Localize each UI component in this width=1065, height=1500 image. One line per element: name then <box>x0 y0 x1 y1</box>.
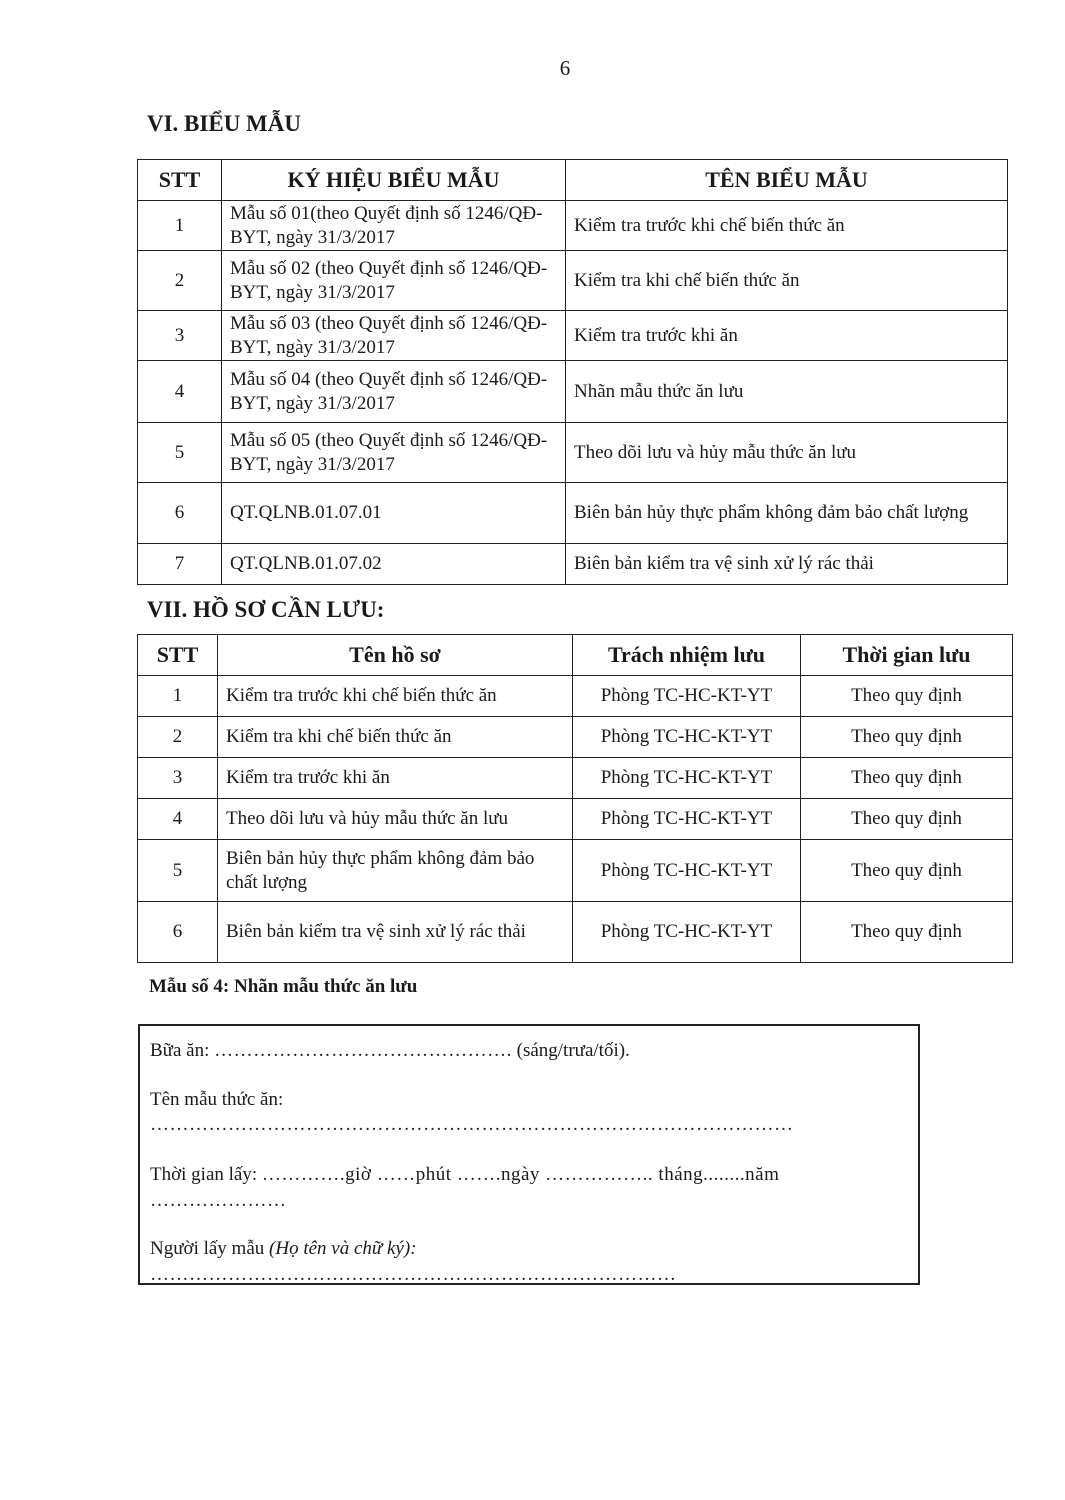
meal-field <box>150 1040 630 1062</box>
sampler-field <box>150 1238 417 1260</box>
meal-suffix: (sáng/trưa/tối). <box>516 1040 630 1061</box>
food-name-label: Tên mẫu thức ăn: <box>150 1089 284 1110</box>
cell-code: Mẫu số 03 (theo Quyết định số 1246/QĐ-BYT, ngày 31/3/2017 <box>222 311 566 361</box>
cell-name: Kiểm tra khi chế biến thức ăn <box>566 251 1008 311</box>
sampler-dots: ……………………………………………………………………… <box>150 1264 677 1285</box>
table-row <box>138 251 1008 311</box>
meal-dots: ………………………………………. <box>214 1040 512 1061</box>
cell-stt: 6 <box>138 902 218 963</box>
cell-code: Mẫu số 05 (theo Quyết định số 1246/QĐ-BYT, ngày 31/3/2017 <box>222 423 566 483</box>
cell-stt: 7 <box>138 544 222 585</box>
time-cont-dots: ………………… <box>150 1190 287 1211</box>
cell-retention: Theo quy định <box>801 799 1013 840</box>
forms-table <box>137 159 1008 585</box>
cell-code: Mẫu số 01(theo Quyết định số 1246/QĐ-BYT, ngày 31/3/2017 <box>222 201 566 251</box>
cell-record-name: Theo dõi lưu và hủy mẫu thức ăn lưu <box>218 799 573 840</box>
table-row <box>138 840 1013 902</box>
col-header-code: KÝ HIỆU BIỂU MẪU <box>222 160 566 201</box>
label-form-title: Mẫu số 4: Nhãn mẫu thức ăn lưu <box>149 976 418 997</box>
col-header-record-name: Tên hồ sơ <box>218 635 573 676</box>
cell-record-name: Kiểm tra khi chế biến thức ăn <box>218 717 573 758</box>
cell-retention: Theo quy định <box>801 840 1013 902</box>
cell-stt: 5 <box>138 423 222 483</box>
cell-responsibility: Phòng TC-HC-KT-YT <box>573 676 801 717</box>
cell-retention: Theo quy định <box>801 758 1013 799</box>
table-row <box>138 799 1013 840</box>
table-row <box>138 311 1008 361</box>
cell-stt: 3 <box>138 311 222 361</box>
cell-stt: 4 <box>138 799 218 840</box>
food-name-dots: ……………………………………………………………………………………… <box>150 1114 794 1135</box>
table-row <box>138 423 1008 483</box>
cell-record-name: Biên bản kiểm tra vệ sinh xử lý rác thải <box>218 902 573 963</box>
cell-record-name: Biên bản hủy thực phẩm không đảm bảo chất lượng <box>218 840 573 902</box>
table-row <box>138 676 1013 717</box>
cell-stt: 4 <box>138 361 222 423</box>
cell-name: Kiểm tra trước khi chế biến thức ăn <box>566 201 1008 251</box>
cell-responsibility: Phòng TC-HC-KT-YT <box>573 902 801 963</box>
time-field <box>150 1164 779 1186</box>
cell-retention: Theo quy định <box>801 717 1013 758</box>
sample-label-box <box>138 1024 920 1285</box>
col-header-stt: STT <box>138 160 222 201</box>
cell-name: Biên bản kiểm tra vệ sinh xử lý rác thải <box>566 544 1008 585</box>
cell-responsibility: Phòng TC-HC-KT-YT <box>573 799 801 840</box>
cell-record-name: Kiểm tra trước khi ăn <box>218 758 573 799</box>
meal-label: Bữa ăn: <box>150 1040 210 1061</box>
col-header-name: TÊN BIỂU MẪU <box>566 160 1008 201</box>
cell-retention: Theo quy định <box>801 676 1013 717</box>
cell-stt: 3 <box>138 758 218 799</box>
forms-table-header <box>138 160 1008 201</box>
records-table <box>137 634 1013 963</box>
table-row <box>138 483 1008 544</box>
cell-responsibility: Phòng TC-HC-KT-YT <box>573 840 801 902</box>
sampler-label: Người lấy mẫu <box>150 1238 265 1259</box>
cell-name: Biên bản hủy thực phẩm không đảm bảo chất lượng <box>566 483 1008 544</box>
cell-name: Nhãn mẫu thức ăn lưu <box>566 361 1008 423</box>
table-row <box>138 201 1008 251</box>
page-number: 6 <box>559 56 571 80</box>
time-label: Thời gian lấy: <box>150 1164 258 1185</box>
col-header-responsibility: Trách nhiệm lưu <box>573 635 801 676</box>
cell-stt: 1 <box>138 201 222 251</box>
cell-stt: 2 <box>138 717 218 758</box>
cell-retention: Theo quy định <box>801 902 1013 963</box>
cell-stt: 5 <box>138 840 218 902</box>
sampler-note: (Họ tên và chữ ký): <box>269 1238 417 1259</box>
records-table-header <box>138 635 1013 676</box>
cell-code: Mẫu số 04 (theo Quyết định số 1246/QĐ-BYT, ngày 31/3/2017 <box>222 361 566 423</box>
table-row <box>138 361 1008 423</box>
table-row <box>138 717 1013 758</box>
time-line: ………….giờ ……phút …….ngày …………….. tháng........năm <box>261 1164 780 1185</box>
cell-stt: 6 <box>138 483 222 544</box>
section-heading-forms: VI. BIỂU MẪU <box>147 111 301 136</box>
cell-stt: 2 <box>138 251 222 311</box>
section-heading-records: VII. HỒ SƠ CẦN LƯU: <box>147 597 385 622</box>
table-row <box>138 902 1013 963</box>
cell-responsibility: Phòng TC-HC-KT-YT <box>573 717 801 758</box>
cell-stt: 1 <box>138 676 218 717</box>
cell-record-name: Kiểm tra trước khi chế biến thức ăn <box>218 676 573 717</box>
table-row <box>138 544 1008 585</box>
cell-code: QT.QLNB.01.07.02 <box>222 544 566 585</box>
cell-responsibility: Phòng TC-HC-KT-YT <box>573 758 801 799</box>
cell-code: Mẫu số 02 (theo Quyết định số 1246/QĐ-BYT, ngày 31/3/2017 <box>222 251 566 311</box>
col-header-retention: Thời gian lưu <box>801 635 1013 676</box>
col-header-stt: STT <box>138 635 218 676</box>
cell-code: QT.QLNB.01.07.01 <box>222 483 566 544</box>
table-row <box>138 758 1013 799</box>
cell-name: Theo dõi lưu và hủy mẫu thức ăn lưu <box>566 423 1008 483</box>
cell-name: Kiểm tra trước khi ăn <box>566 311 1008 361</box>
